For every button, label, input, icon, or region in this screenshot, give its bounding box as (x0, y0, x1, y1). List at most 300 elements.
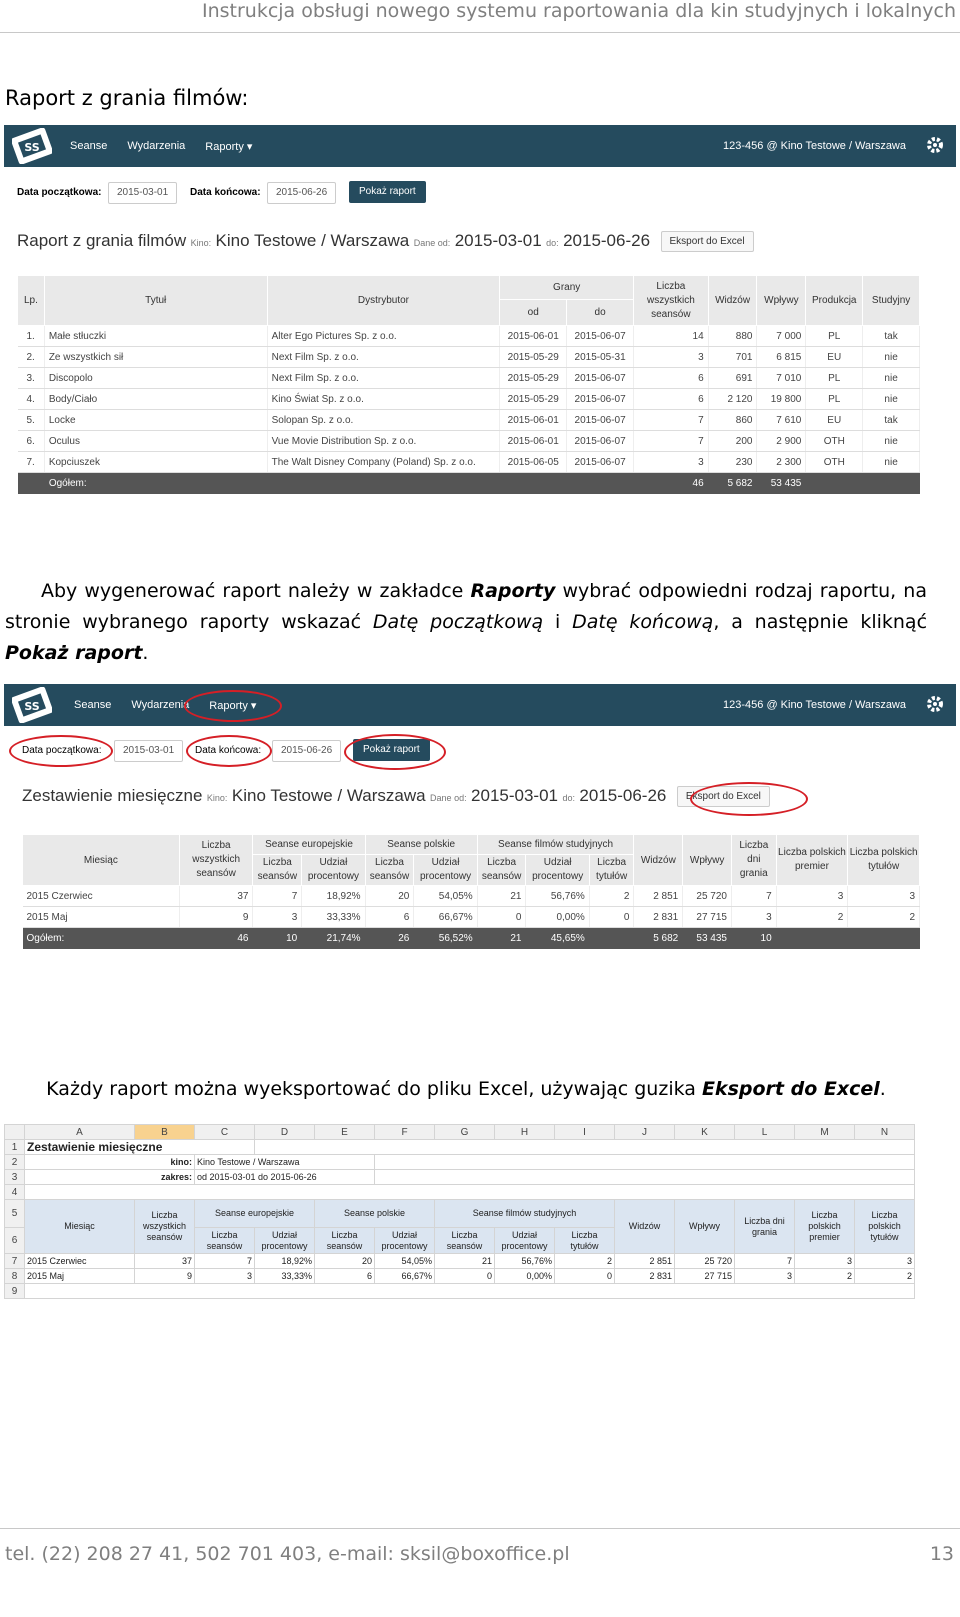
export-excel-button[interactable]: Eksport do Excel (677, 786, 770, 807)
col-revenue: Wpływy (683, 835, 732, 886)
cell-month: 2015 Czerwiec (23, 886, 180, 907)
cell-month: 2015 Maj (23, 907, 180, 928)
cell-prod: EU (806, 347, 863, 368)
total-st: 21 (477, 928, 526, 949)
total-empty (776, 928, 848, 949)
instruction-paragraph (5, 576, 927, 669)
table-row (18, 326, 920, 347)
end-date-label: Data końcowa: (190, 187, 261, 198)
excel-cell-revenue[interactable]: 27 715 (675, 1269, 735, 1284)
from-label: Dane od: (413, 238, 451, 248)
col-all-shows: Liczba wszystkich seansów (179, 835, 253, 886)
cell-title: Locke (44, 410, 267, 431)
col-st-shows: Liczba seansów (477, 855, 526, 886)
caret-down-icon: ▾ (250, 699, 257, 712)
excel-cell-st_p[interactable]: 56,76% (495, 1254, 555, 1269)
excel-h-pl-share[interactable]: Udział procentowy (375, 1228, 435, 1254)
excel-cell-eu_p[interactable]: 33,33% (255, 1269, 315, 1284)
excel-cell-st_t[interactable]: 2 (555, 1254, 615, 1269)
cell-shows: 6 (634, 368, 709, 389)
filter-row (4, 726, 956, 776)
cell-from: 2015-05-29 (500, 389, 567, 410)
col-lp: Lp. (18, 276, 45, 326)
cell-revenue: 7 010 (757, 368, 806, 389)
excel-h-days[interactable]: Liczba dni grania (735, 1200, 795, 1254)
col-eu-shows: Liczba seansów (253, 855, 302, 886)
excel-cell-pl_p[interactable]: 54,05% (375, 1254, 435, 1269)
excel-cell-st[interactable]: 0 (435, 1269, 495, 1284)
excel-h-eu-shows[interactable]: Liczba seansów (195, 1228, 255, 1254)
report-title: Raport z grania filmów (17, 231, 187, 250)
col-from: od (500, 300, 567, 326)
cell-viewers: 691 (708, 368, 757, 389)
column-header-D[interactable]: D (255, 1125, 315, 1140)
total-empty (848, 928, 920, 949)
excel-cell-viewers[interactable]: 2 831 (615, 1269, 675, 1284)
row-header: 2 (5, 1155, 25, 1170)
cell-eu_p: 33,33% (302, 907, 365, 928)
excel-cell-prem[interactable]: 2 (795, 1269, 855, 1284)
cell-revenue: 7 610 (757, 410, 806, 431)
cinema-label: Kino: (190, 238, 212, 248)
total-pl_p: 56,52% (414, 928, 477, 949)
page-footer (0, 1528, 960, 1617)
footer-contact: tel. (22) 208 27 41, 502 701 403, e-mail: sksil@boxoffice.pl (5, 1543, 570, 1565)
cell-prod: OTH (806, 431, 863, 452)
cell-prod: OTH (806, 452, 863, 473)
column-header-M[interactable]: M (795, 1125, 855, 1140)
excel-h-pl[interactable]: Seanse polskie (315, 1200, 435, 1228)
cell-shows: 14 (634, 326, 709, 347)
column-header-H[interactable]: H (495, 1125, 555, 1140)
col-pl: Seanse polskie (365, 835, 477, 855)
cell-pl_p: 54,05% (414, 886, 477, 907)
excel-cell-eu[interactable]: 3 (195, 1269, 255, 1284)
excel-h-viewers[interactable]: Widzów (615, 1200, 675, 1254)
svg-text:SS: SS (24, 141, 40, 154)
col-distributor: Dystrybutor (267, 276, 500, 326)
excel-cell-eu[interactable]: 7 (195, 1254, 255, 1269)
column-header-F[interactable]: F (375, 1125, 435, 1140)
col-production: Produkcja (806, 276, 863, 326)
col-premieres: Liczba polskich premier (776, 835, 848, 886)
from-date: 2015-03-01 (454, 231, 542, 250)
column-header-G[interactable]: G (435, 1125, 495, 1140)
cell-to: 2015-06-07 (567, 368, 634, 389)
nav-raporty-label: Raporty (205, 140, 244, 153)
logo-film-icon (12, 128, 52, 164)
para-text: Aby wygenerować raport należy w zakładce (41, 580, 471, 602)
cell-from: 2015-06-05 (500, 452, 567, 473)
cell-dist: Next Film Sp. z o.o. (267, 368, 500, 389)
table-row (18, 389, 920, 410)
cell-all: 37 (179, 886, 253, 907)
cell-studio: nie (863, 347, 920, 368)
column-header-L[interactable]: L (735, 1125, 795, 1140)
cell-to: 2015-05-31 (567, 347, 634, 368)
cell-revenue: 27 715 (683, 907, 732, 928)
cinema-label: Kino: (206, 793, 228, 803)
export-paragraph (0, 1078, 932, 1100)
total-viewers: 5 682 (708, 473, 757, 494)
excel-cell-pl[interactable]: 20 (315, 1254, 375, 1269)
table-row (18, 368, 920, 389)
excel-h-eu[interactable]: Seanse europejskie (195, 1200, 315, 1228)
nav-raporty-label: Raporty (209, 699, 248, 712)
col-st-share: Udział procentowy (526, 855, 589, 886)
table-row (18, 452, 920, 473)
excel-cell-month[interactable]: 2015 Maj (25, 1269, 135, 1284)
cell-st_p: 0,00% (526, 907, 589, 928)
cell-days: 7 (732, 886, 777, 907)
cell-dist: Solopan Sp. z o.o. (267, 410, 500, 431)
from-date: 2015-03-01 (471, 786, 558, 805)
para-text: i (543, 611, 573, 633)
excel-title[interactable]: Zestawienie miesięczne (25, 1140, 255, 1155)
cell-title: Body/Ciało (44, 389, 267, 410)
cell-dist: Vue Movie Distribution Sp. z o.o. (267, 431, 500, 452)
films-report-table (17, 275, 920, 494)
row-header: 6 (5, 1228, 25, 1254)
cell-title: Małe stłuczki (44, 326, 267, 347)
to-date: 2015-06-26 (563, 231, 651, 250)
excel-cell-plt[interactable]: 3 (855, 1254, 915, 1269)
nav-seanse[interactable]: Seanse (70, 140, 108, 152)
row-header: 5 (5, 1200, 25, 1228)
cell-dist: The Walt Disney Company (Poland) Sp. z o.o. (267, 452, 500, 473)
export-excel-button[interactable]: Eksport do Excel (661, 231, 754, 252)
cell-revenue: 19 800 (757, 389, 806, 410)
to-label: do: (562, 793, 575, 803)
cell-viewers: 200 (708, 431, 757, 452)
cell-plt: 2 (848, 907, 920, 928)
cell-from: 2015-06-01 (500, 326, 567, 347)
cell-dist: Alter Ego Pictures Sp. z o.o. (267, 326, 500, 347)
cell-to: 2015-06-07 (567, 431, 634, 452)
column-header-N[interactable]: N (855, 1125, 915, 1140)
col-pl-shows: Liczba seansów (365, 855, 414, 886)
excel-h-plt[interactable]: Liczba polskich tytułów (855, 1200, 915, 1254)
cell-title: Ze wszystkich sił (44, 347, 267, 368)
start-date-label: Data początkowa: (17, 187, 102, 198)
para-bold-show-report: Pokaż raport (5, 642, 143, 664)
page-header (0, 0, 960, 33)
column-header-K[interactable]: K (675, 1125, 735, 1140)
cell-lp: 3. (18, 368, 45, 389)
cell-lp: 5. (18, 410, 45, 431)
excel-range-label[interactable]: zakres: (25, 1170, 195, 1185)
table-row (23, 907, 920, 928)
row-header: 4 (5, 1185, 25, 1200)
cell-studio: nie (863, 431, 920, 452)
gear-icon[interactable] (926, 136, 944, 154)
excel-sheet (4, 1124, 915, 1299)
excel-h-month[interactable]: Miesiąc (25, 1200, 135, 1254)
cell-pl_p: 66,67% (414, 907, 477, 928)
show-report-button[interactable]: Pokaż raport (353, 739, 430, 761)
total-eu_p: 21,74% (302, 928, 365, 949)
para-text: . (142, 642, 149, 664)
nav-seanse[interactable]: Seanse (74, 699, 112, 711)
excel-cell-days[interactable]: 7 (735, 1254, 795, 1269)
para-text: . (879, 1078, 886, 1100)
excel-row (5, 1254, 915, 1269)
excel-cell-revenue[interactable]: 25 720 (675, 1254, 735, 1269)
cell-st_t: 0 (589, 907, 634, 928)
start-date-input[interactable]: 2015-03-01 (114, 740, 183, 762)
cell-revenue: 6 815 (757, 347, 806, 368)
cell-prod: PL (806, 389, 863, 410)
cell-studio: tak (863, 326, 920, 347)
total-empty (589, 928, 634, 949)
cell-shows: 6 (634, 389, 709, 410)
account-label[interactable]: 123-456 @ Kino Testowe / Warszawa (723, 699, 906, 711)
col-pl-titles: Liczba polskich tytułów (848, 835, 920, 886)
cell-shows: 7 (634, 410, 709, 431)
total-row (18, 473, 920, 494)
column-header-E[interactable]: E (315, 1125, 375, 1140)
column-header-J[interactable]: J (615, 1125, 675, 1140)
para-text: , a następnie kliknąć (713, 611, 928, 633)
row-header: 8 (5, 1269, 25, 1284)
total-empty (18, 473, 45, 494)
end-date-label: Data końcowa: (195, 745, 262, 756)
excel-h-prem[interactable]: Liczba polskich premier (795, 1200, 855, 1254)
excel-h-st-titles[interactable]: Liczba tytułów (555, 1228, 615, 1254)
col-title: Tytuł (44, 276, 267, 326)
document-title: Instrukcja obsługi nowego systemu raportowania dla kin studyjnych i lokalnych (201, 0, 956, 22)
start-date-input[interactable]: 2015-03-01 (108, 182, 177, 204)
cell-from: 2015-05-29 (500, 347, 567, 368)
cell-viewers: 230 (708, 452, 757, 473)
show-report-button[interactable]: Pokaż raport (349, 181, 426, 203)
cell-st: 0 (477, 907, 526, 928)
cell-to: 2015-06-07 (567, 452, 634, 473)
excel-cell-viewers[interactable]: 2 851 (615, 1254, 675, 1269)
total-revenue: 53 435 (683, 928, 732, 949)
col-st-titles: Liczba tytułów (589, 855, 634, 886)
cell-lp: 2. (18, 347, 45, 368)
excel-cell-days[interactable]: 3 (735, 1269, 795, 1284)
cell-revenue: 2 300 (757, 452, 806, 473)
cell-viewers: 860 (708, 410, 757, 431)
cell-pl: 20 (365, 886, 414, 907)
cell-dist: Next Film Sp. z o.o. (267, 347, 500, 368)
excel-kino-value[interactable]: Kino Testowe / Warszawa (195, 1155, 375, 1170)
column-header-I[interactable]: I (555, 1125, 615, 1140)
row-header: 1 (5, 1140, 25, 1155)
cell-studio: nie (863, 452, 920, 473)
excel-range-value[interactable]: od 2015-03-01 do 2015-06-26 (195, 1170, 375, 1185)
column-header-C[interactable]: C (195, 1125, 255, 1140)
col-played: Grany (500, 276, 634, 300)
cell-days: 3 (732, 907, 777, 928)
column-header-A[interactable]: A (25, 1125, 135, 1140)
excel-cell-st_t[interactable]: 0 (555, 1269, 615, 1284)
para-italic-start-date: Datę początkową (372, 611, 544, 633)
total-label: Ogółem: (23, 928, 180, 949)
cell-to: 2015-06-07 (567, 326, 634, 347)
excel-h-st[interactable]: Seanse filmów studyjnych (435, 1200, 615, 1228)
para-italic-end-date: Datę końcową (572, 611, 714, 633)
cell-revenue: 2 900 (757, 431, 806, 452)
excel-row (5, 1269, 915, 1284)
excel-cell-eu_p[interactable]: 18,92% (255, 1254, 315, 1269)
cell-viewers: 701 (708, 347, 757, 368)
row-header: 3 (5, 1170, 25, 1185)
excel-cell-pl[interactable]: 6 (315, 1269, 375, 1284)
cell-dist: Kino Świat Sp. z o.o. (267, 389, 500, 410)
col-studio: Studyjny (863, 276, 920, 326)
cell-plt: 3 (848, 886, 920, 907)
cell-studio: tak (863, 410, 920, 431)
cell-pl: 6 (365, 907, 414, 928)
para-bold-raporty: Raporty (470, 580, 556, 602)
total-row (23, 928, 920, 949)
cell-from: 2015-05-29 (500, 368, 567, 389)
column-header-B[interactable]: B (135, 1125, 195, 1140)
total-label: Ogółem: (44, 473, 499, 494)
to-date: 2015-06-26 (579, 786, 667, 805)
svg-text:SS: SS (24, 700, 40, 713)
col-eu-share: Udział procentowy (302, 855, 365, 886)
cell-to: 2015-06-07 (567, 410, 634, 431)
nav-raporty[interactable] (209, 699, 256, 712)
cell-studio: nie (863, 368, 920, 389)
cell-lp: 4. (18, 389, 45, 410)
filter-row (4, 167, 956, 219)
total-empty (500, 473, 634, 494)
excel-h-st-share[interactable]: Udział procentowy (495, 1228, 555, 1254)
total-eu: 10 (253, 928, 302, 949)
cell-revenue: 7 000 (757, 326, 806, 347)
cell-from: 2015-06-01 (500, 431, 567, 452)
col-viewers: Widzów (708, 276, 757, 326)
col-viewers: Widzów (634, 835, 683, 886)
table-row (18, 410, 920, 431)
nav-wydarzenia[interactable]: Wydarzenia (131, 699, 190, 711)
screenshot-monthly-report (4, 684, 956, 944)
para-bold-export: Eksport do Excel (701, 1078, 880, 1100)
col-revenue: Wpływy (757, 276, 806, 326)
col-month: Miesiąc (23, 835, 180, 886)
navbar (4, 684, 956, 726)
nav-raporty[interactable] (205, 140, 252, 153)
cell-title: Kopciuszek (44, 452, 267, 473)
excel-cell-pl_p[interactable]: 66,67% (375, 1269, 435, 1284)
para-text: wybrać odpowiedni rodzaj raportu, na stronie wybranego raporty wskazać (5, 580, 927, 633)
excel-h-eu-share[interactable]: Udział procentowy (255, 1228, 315, 1254)
report-title-row (4, 776, 956, 826)
monthly-report-table (22, 834, 920, 949)
cell-title: Oculus (44, 431, 267, 452)
to-label: do: (546, 238, 559, 248)
cell-from: 2015-06-01 (500, 410, 567, 431)
cell-eu: 3 (253, 907, 302, 928)
cell-lp: 7. (18, 452, 45, 473)
total-all: 46 (179, 928, 253, 949)
end-date-input[interactable]: 2015-06-26 (267, 182, 336, 204)
cell-prem: 2 (776, 907, 848, 928)
excel-cell-month[interactable]: 2015 Czerwiec (25, 1254, 135, 1269)
cinema-name: Kino Testowe / Warszawa (231, 786, 426, 805)
cell-shows: 3 (634, 347, 709, 368)
screenshot-report-films (4, 125, 956, 489)
excel-h-st-shows[interactable]: Liczba seansów (435, 1228, 495, 1254)
report-title: Zestawienie miesięczne (22, 786, 203, 805)
cell-lp: 1. (18, 326, 45, 347)
excel-h-all[interactable]: Liczba wszystkich seansów (135, 1200, 195, 1254)
col-studio: Seanse filmów studyjnych (477, 835, 634, 855)
cell-shows: 3 (634, 452, 709, 473)
col-days: Liczba dni grania (732, 835, 777, 886)
start-date-label: Data początkowa: (22, 745, 102, 756)
excel-cell-st_p[interactable]: 0,00% (495, 1269, 555, 1284)
from-label: Dane od: (430, 793, 467, 803)
cell-prem: 3 (776, 886, 848, 907)
cell-st: 21 (477, 886, 526, 907)
cell-eu_p: 18,92% (302, 886, 365, 907)
cell-title: Discopolo (44, 368, 267, 389)
excel-h-revenue[interactable]: Wpływy (675, 1200, 735, 1254)
excel-h-pl-shows[interactable]: Liczba seansów (315, 1228, 375, 1254)
total-st_p: 45,65% (526, 928, 589, 949)
total-pl: 26 (365, 928, 414, 949)
cell-prod: PL (806, 326, 863, 347)
total-empty (806, 473, 920, 494)
para-text: Każdy raport można wyeksportować do pliku Excel, używając guzika (46, 1078, 702, 1100)
cell-prod: PL (806, 368, 863, 389)
cell-revenue: 25 720 (683, 886, 732, 907)
cell-to: 2015-06-07 (567, 389, 634, 410)
cell-lp: 6. (18, 431, 45, 452)
cell-st_t: 2 (589, 886, 634, 907)
row-header: 9 (5, 1284, 25, 1299)
excel-cell-all[interactable]: 9 (135, 1269, 195, 1284)
excel-cell-st[interactable]: 21 (435, 1254, 495, 1269)
end-date-input[interactable]: 2015-06-26 (272, 740, 341, 762)
excel-cell-prem[interactable]: 3 (795, 1254, 855, 1269)
table-row (23, 886, 920, 907)
excel-cell-plt[interactable]: 2 (855, 1269, 915, 1284)
excel-cell-all[interactable]: 37 (135, 1254, 195, 1269)
account-label[interactable]: 123-456 @ Kino Testowe / Warszawa (723, 140, 906, 152)
row-header: 7 (5, 1254, 25, 1269)
cell-viewers: 880 (708, 326, 757, 347)
gear-icon[interactable] (926, 695, 944, 713)
col-eu: Seanse europejskie (253, 835, 365, 855)
table-row (18, 431, 920, 452)
excel-screenshot (4, 1124, 928, 1302)
cell-shows: 7 (634, 431, 709, 452)
cinema-name: Kino Testowe / Warszawa (215, 231, 410, 250)
col-to: do (567, 300, 634, 326)
cell-prod: EU (806, 410, 863, 431)
report-title-row (4, 219, 956, 271)
excel-kino-label[interactable]: kino: (25, 1155, 195, 1170)
section-heading: Raport z grania filmów: (5, 86, 249, 110)
nav-wydarzenia[interactable]: Wydarzenia (127, 140, 186, 152)
total-days: 10 (732, 928, 777, 949)
total-shows: 46 (634, 473, 709, 494)
page-number: 13 (929, 1543, 954, 1565)
cell-st_p: 56,76% (526, 886, 589, 907)
navbar (4, 125, 956, 167)
cell-viewers: 2 120 (708, 389, 757, 410)
cell-studio: nie (863, 389, 920, 410)
cell-viewers: 2 831 (634, 907, 683, 928)
cell-viewers: 2 851 (634, 886, 683, 907)
